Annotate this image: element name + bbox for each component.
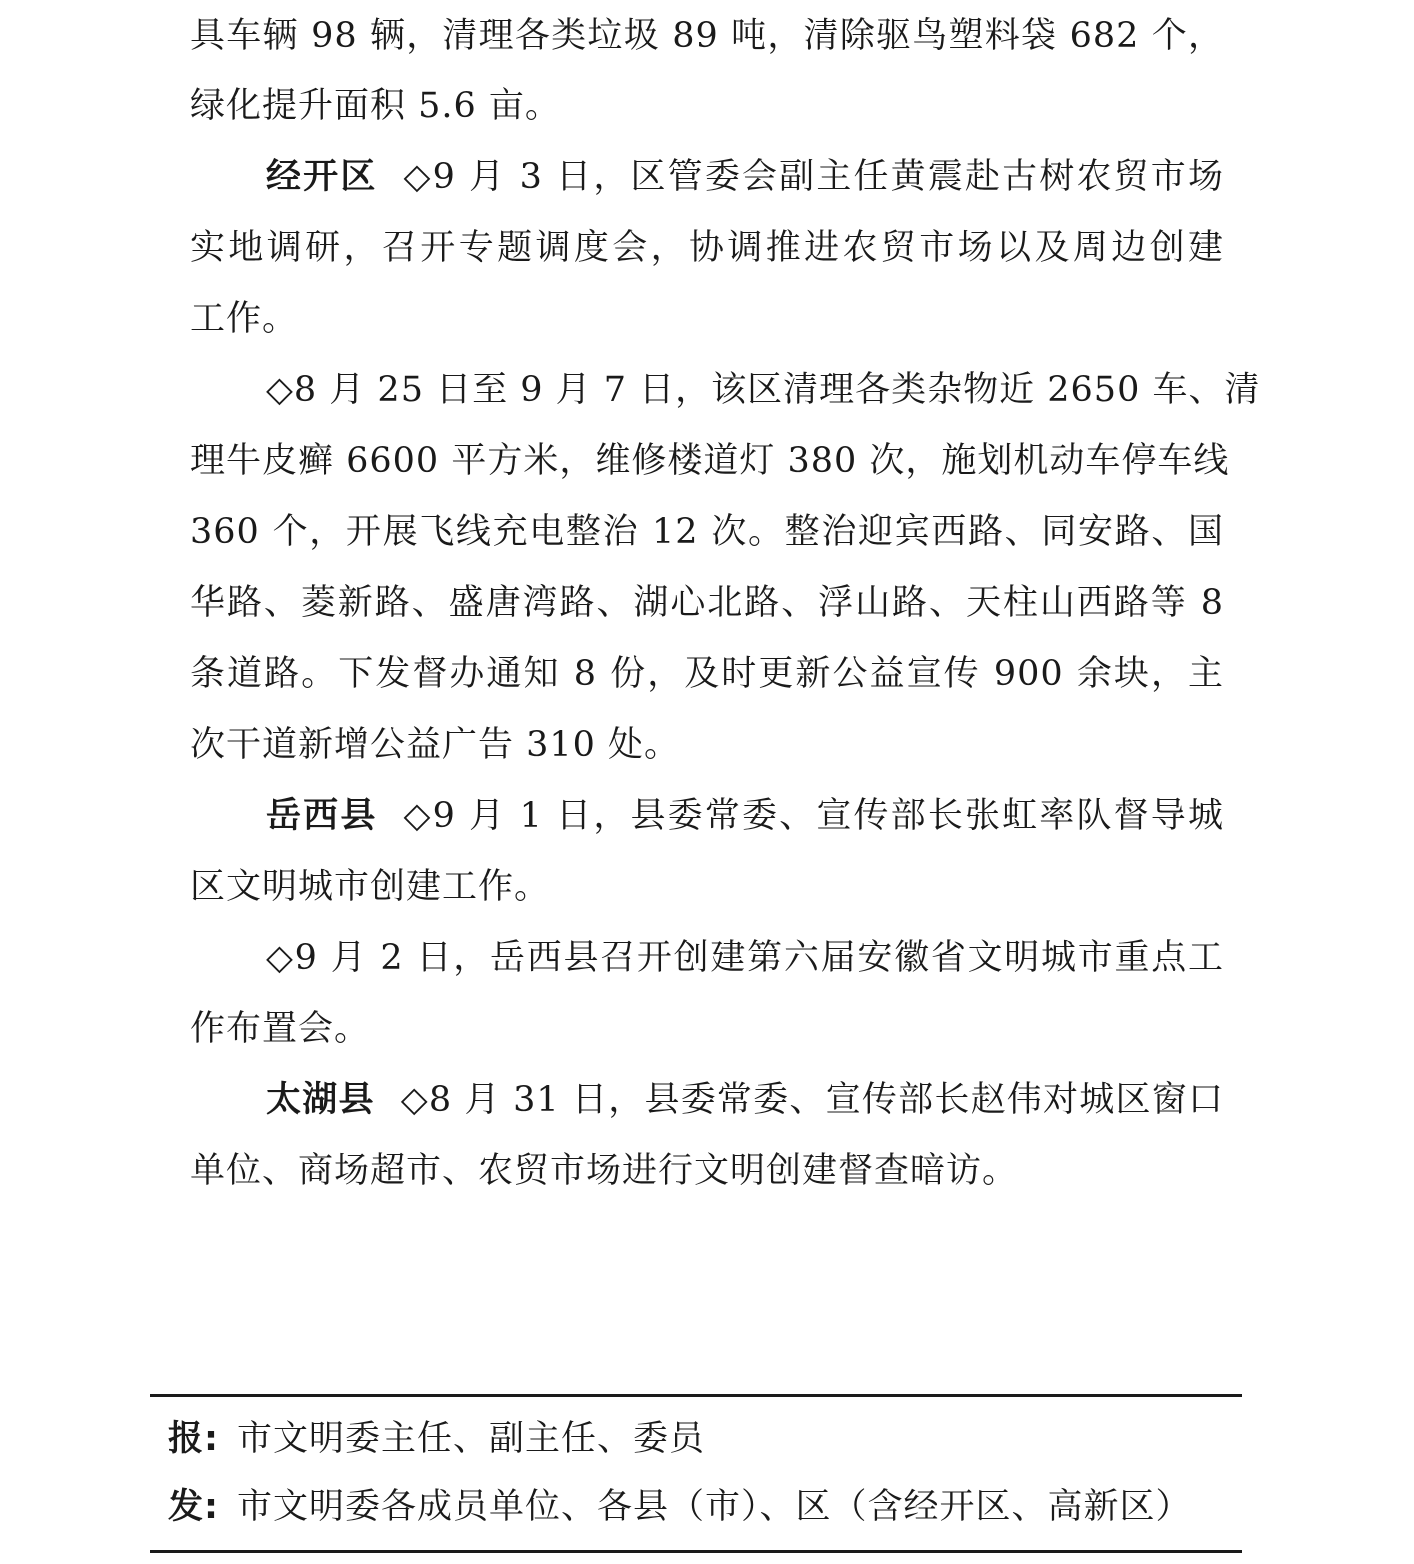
paragraph-3-line-5: 条道路。下发督办通知 8 份，及时更新公益宣传 900 余块，主 xyxy=(190,654,1224,694)
paragraph-1-line-1: 具车辆 98 辆，清理各类垃圾 89 吨，清除驱鸟塑料袋 682 个， xyxy=(190,16,1224,56)
send-recipients: 市文明委各成员单位、各县（市）、区（含经开区、高新区） xyxy=(237,1487,1192,1527)
paragraph-3-line-6: 次干道新增公益广告 310 处。 xyxy=(190,725,681,765)
footer-send-line xyxy=(168,1474,1192,1540)
paragraph-3-line-3: 360 个，开展飞线充电整治 12 次。整治迎宾西路、同安路、国 xyxy=(190,512,1224,552)
paragraph-2-line-3: 工作。 xyxy=(190,299,299,339)
region-label-jingkaiqu: 经开区 xyxy=(266,157,378,197)
paragraph-5-line-1: ◇9 月 2 日，岳西县召开创建第六届安徽省文明城市重点工 xyxy=(266,938,1224,978)
paragraph-6-line-2: 单位、商场超市、农贸市场进行文明创建督查暗访。 xyxy=(190,1151,1019,1191)
report-recipients: 市文明委主任、副主任、委员 xyxy=(237,1419,706,1459)
paragraph-1-line-2: 绿化提升面积 5.6 亩。 xyxy=(190,86,561,126)
footer-bottom-rule xyxy=(150,1550,1242,1553)
footer-report-line xyxy=(168,1406,705,1472)
paragraph-3-line-2: 理牛皮癣 6600 平方米，维修楼道灯 380 次，施划机动车停车线 xyxy=(190,441,1230,481)
report-label: 报: xyxy=(168,1419,219,1459)
send-label: 发: xyxy=(168,1487,219,1527)
region-label-taihuxian: 太湖县 xyxy=(266,1080,375,1120)
region-label-yuexixian: 岳西县 xyxy=(266,796,378,836)
paragraph-3-line-4: 华路、菱新路、盛唐湾路、湖心北路、浮山路、天柱山西路等 8 xyxy=(190,583,1224,623)
paragraph-4-line-1 xyxy=(190,780,1224,852)
footer-top-rule xyxy=(150,1394,1242,1397)
paragraph-3-line-1: ◇8 月 25 日至 9 月 7 日，该区清理各类杂物近 2650 车、清 xyxy=(266,370,1261,410)
paragraph-2-line-1-text: ◇9 月 3 日，区管委会副主任黄震赴古树农贸市场 xyxy=(403,157,1224,197)
paragraph-2-line-1 xyxy=(190,141,1224,213)
paragraph-5-line-2: 作布置会。 xyxy=(190,1009,371,1049)
paragraph-4-line-2: 区文明城市创建工作。 xyxy=(190,867,551,907)
paragraph-2-line-2: 实地调研，召开专题调度会，协调推进农贸市场以及周边创建 xyxy=(190,228,1224,268)
paragraph-4-line-1-text: ◇9 月 1 日，县委常委、宣传部长张虹率队督导城 xyxy=(403,796,1224,836)
paragraph-6-line-1 xyxy=(190,1064,1224,1136)
paragraph-6-line-1-text: ◇8 月 31 日，县委常委、宣传部长赵伟对城区窗口 xyxy=(400,1080,1224,1120)
